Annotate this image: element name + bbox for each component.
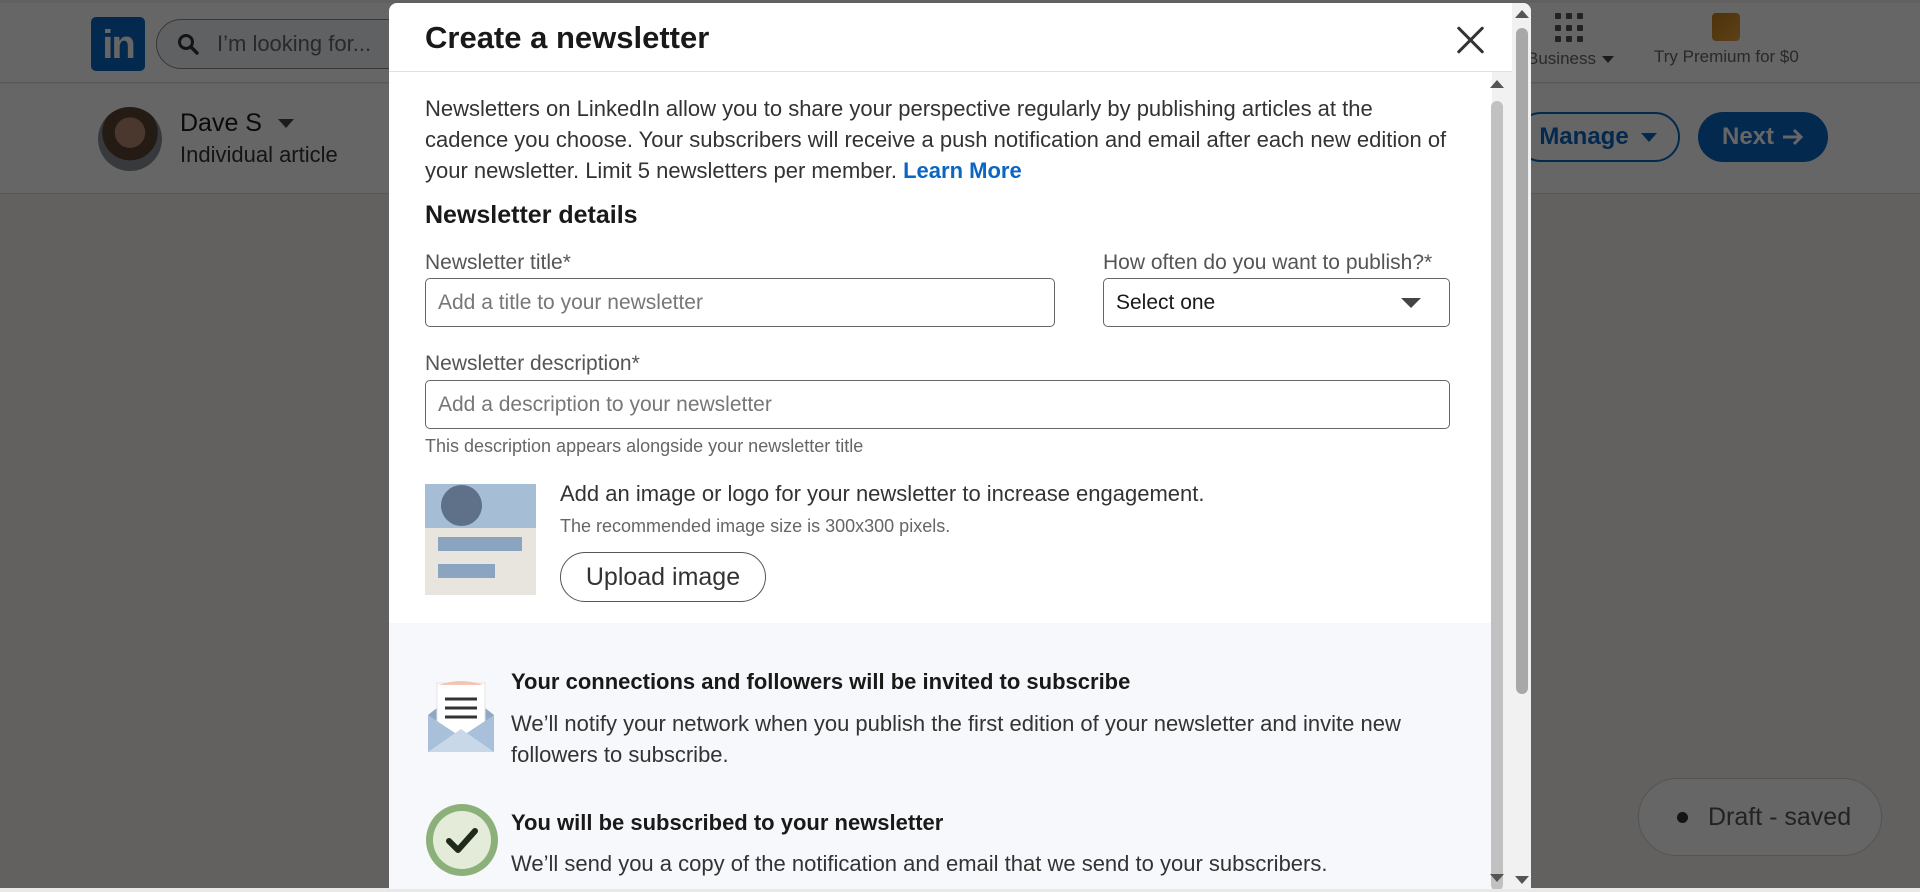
frequency-label: How often do you want to publish?* bbox=[1103, 251, 1433, 274]
dialog-title: Create a newsletter bbox=[425, 20, 710, 55]
check-icon bbox=[425, 803, 499, 877]
upload-image-label: Upload image bbox=[585, 562, 741, 591]
scroll-up-icon[interactable] bbox=[1490, 80, 1504, 88]
image-instructions: Add an image or logo for your newsletter to increase engagement. bbox=[560, 481, 1205, 506]
upload-image-button[interactable] bbox=[560, 552, 766, 602]
image-size-hint: The recommended image size is 300x300 pixels. bbox=[560, 516, 951, 536]
newsletter-description-placeholder: Add a description to your newsletter bbox=[438, 392, 772, 416]
dialog-scrollbar-thumb[interactable] bbox=[1491, 101, 1503, 889]
dialog-header bbox=[389, 3, 1531, 72]
close-icon[interactable] bbox=[1452, 22, 1488, 58]
create-newsletter-dialog bbox=[389, 3, 1531, 889]
newsletter-description-input[interactable] bbox=[425, 380, 1450, 429]
newsletter-title-placeholder: Add a title to your newsletter bbox=[438, 290, 703, 314]
section-title: Newsletter details bbox=[425, 201, 638, 229]
newsletter-description-label: Newsletter description* bbox=[425, 352, 640, 375]
caret-down-icon bbox=[1401, 298, 1421, 308]
scroll-down-icon[interactable] bbox=[1490, 874, 1504, 882]
newsletter-title-label: Newsletter title* bbox=[425, 251, 571, 274]
info-title-invite: Your connections and followers will be invited to subscribe bbox=[511, 669, 1131, 694]
page-scrollbar-thumb[interactable] bbox=[1516, 28, 1528, 694]
scroll-up-icon[interactable] bbox=[1515, 10, 1529, 18]
info-text-subscribed: We’ll send you a copy of the notification and email that we send to your subscribers. bbox=[511, 851, 1328, 876]
intro-body: Newsletters on LinkedIn allow you to share your perspective regularly by publishing articles at the cadence you choose. Your subscribers will receive a push notification and email after each new edition of your newsletter. Limit 5 newsletters per member. bbox=[425, 96, 1447, 183]
frequency-select[interactable] bbox=[1103, 278, 1450, 327]
scroll-down-icon[interactable] bbox=[1515, 876, 1529, 884]
info-title-subscribed: You will be subscribed to your newsletter bbox=[511, 810, 944, 835]
image-placeholder-icon bbox=[425, 484, 536, 595]
envelope-icon bbox=[425, 679, 497, 755]
intro-text bbox=[425, 93, 1455, 186]
newsletter-title-input[interactable] bbox=[425, 278, 1055, 327]
description-hint: This description appears alongside your newsletter title bbox=[425, 436, 864, 456]
learn-more-link[interactable]: Learn More bbox=[903, 158, 1022, 183]
frequency-selected: Select one bbox=[1116, 290, 1216, 314]
info-text-invite: We’ll notify your network when you publish the first edition of your newsletter and invite new followers to subscribe. bbox=[511, 711, 1401, 767]
